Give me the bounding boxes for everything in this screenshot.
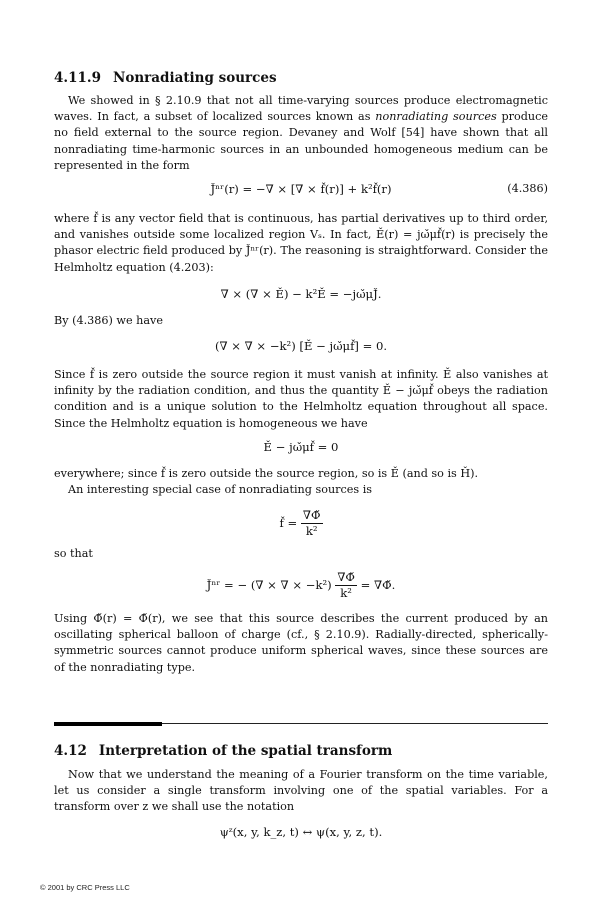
section-number: 4.12 bbox=[54, 743, 87, 759]
intro-emphasis: nonradiating sources bbox=[375, 110, 497, 124]
section-number: 4.11.9 bbox=[54, 70, 101, 86]
equation-number: (4.386) bbox=[507, 182, 548, 195]
equation-operator: (∇ × ∇ × −k²) [Ě − jω̌μf̌] = 0. bbox=[214, 339, 388, 353]
paragraph-balloon: Using Φ̌(r) = Φ̌(r), we see that this source describes the current produced by an oscillating spherical balloon of charge (cf., § 2.10.9). Radially-directed, spherically-symmetric sources cannot produce uniform spherical waves, since these sources are of the nonradiating type. bbox=[54, 612, 548, 674]
fraction-denominator: k² bbox=[340, 586, 352, 600]
equation-lhs: J̌ⁿʳ = − (∇ × ∇ × −k²) bbox=[206, 578, 332, 592]
section-heading-4-12 bbox=[54, 743, 392, 759]
section-heading-4-11-9 bbox=[54, 70, 277, 86]
intro-text-a: We showed in § 2.10.9 that not all time-varying sources produce electromagnetic waves. In fact, a subset of localized sources known as bbox=[54, 94, 548, 124]
equation-f-gradient bbox=[54, 508, 548, 538]
copyright-notice: © 2001 by CRC Press LLC bbox=[40, 883, 130, 892]
section-title: Nonradiating sources bbox=[112, 70, 277, 86]
fraction-denominator: k² bbox=[305, 524, 318, 538]
equation-current-gradient bbox=[54, 570, 548, 600]
paragraph-by-4-386: By (4.386) we have bbox=[54, 314, 163, 327]
paragraph-special-case: An interesting special case of nonradiating sources is bbox=[68, 483, 373, 496]
fraction-numerator: ∇Φ̌ bbox=[302, 508, 321, 522]
paragraph-so-that: so that bbox=[54, 547, 93, 560]
paragraph-everywhere: everywhere; since f̌ is zero outside the source region, so is Ě (and so is Ȟ). bbox=[54, 467, 478, 480]
section-divider-bar bbox=[54, 722, 162, 726]
equation-4-386-body: J̌ⁿʳ(r) = −∇ × [∇ × f̌(r)] + k²f̌(r) bbox=[210, 182, 392, 196]
fraction bbox=[335, 570, 357, 600]
equation-homogeneous: Ě − jω̌μf̌ = 0 bbox=[263, 440, 339, 454]
fraction-numerator: ∇Φ̌ bbox=[337, 570, 355, 584]
paragraph-since-f-zero: Since f̌ is zero outside the source region it must vanish at infinity. Ě also vanishes at infinity by the radiation condition, and thus the quantity Ě − jω̌μf̌ obeys the radiation condition and is a unique solution to the Helmholtz equation throughout all space. Since the Helmholtz equation is homogeneous we have bbox=[54, 368, 548, 430]
equation-spatial-notation: ψᶻ(x, y, k_z, t) ↔ ψ(x, y, z, t). bbox=[219, 825, 383, 839]
equation-rhs: = ∇Φ̌. bbox=[360, 578, 396, 592]
equation-lhs: f̌ = bbox=[279, 516, 298, 530]
paragraph-where-f: where f̌ is any vector field that is continuous, has partial derivatives up to third order, and vanishes outside some localized region Vₛ. In fact, Ě(r) = jω̌μf̌(r) is precisely the phasor electric field produced by J̌ⁿʳ(r). The reasoning is straightforward. Consider the Helmholtz equation (4.203): bbox=[54, 212, 548, 274]
intro-text-b: produce no field external to the source region. Devaney and Wolf [54] have shown that all nonradiating time-harmonic sources in an unbounded homogeneous medium can be represented in the form bbox=[54, 110, 549, 172]
paragraph-intro bbox=[54, 93, 548, 174]
fraction bbox=[301, 508, 323, 538]
section-title: Interpretation of the spatial transform bbox=[98, 743, 393, 759]
paragraph-spatial-transform: Now that we understand the meaning of a Fourier transform on the time variable, let us consider a single transform involving one of the spatial variables. For a transform over z we shall use the notation bbox=[54, 768, 548, 814]
equation-helmholtz: ∇ × (∇ × Ě) − k²Ě = −jω̌μJ̌. bbox=[220, 287, 382, 301]
equation-4-386 bbox=[54, 182, 548, 196]
